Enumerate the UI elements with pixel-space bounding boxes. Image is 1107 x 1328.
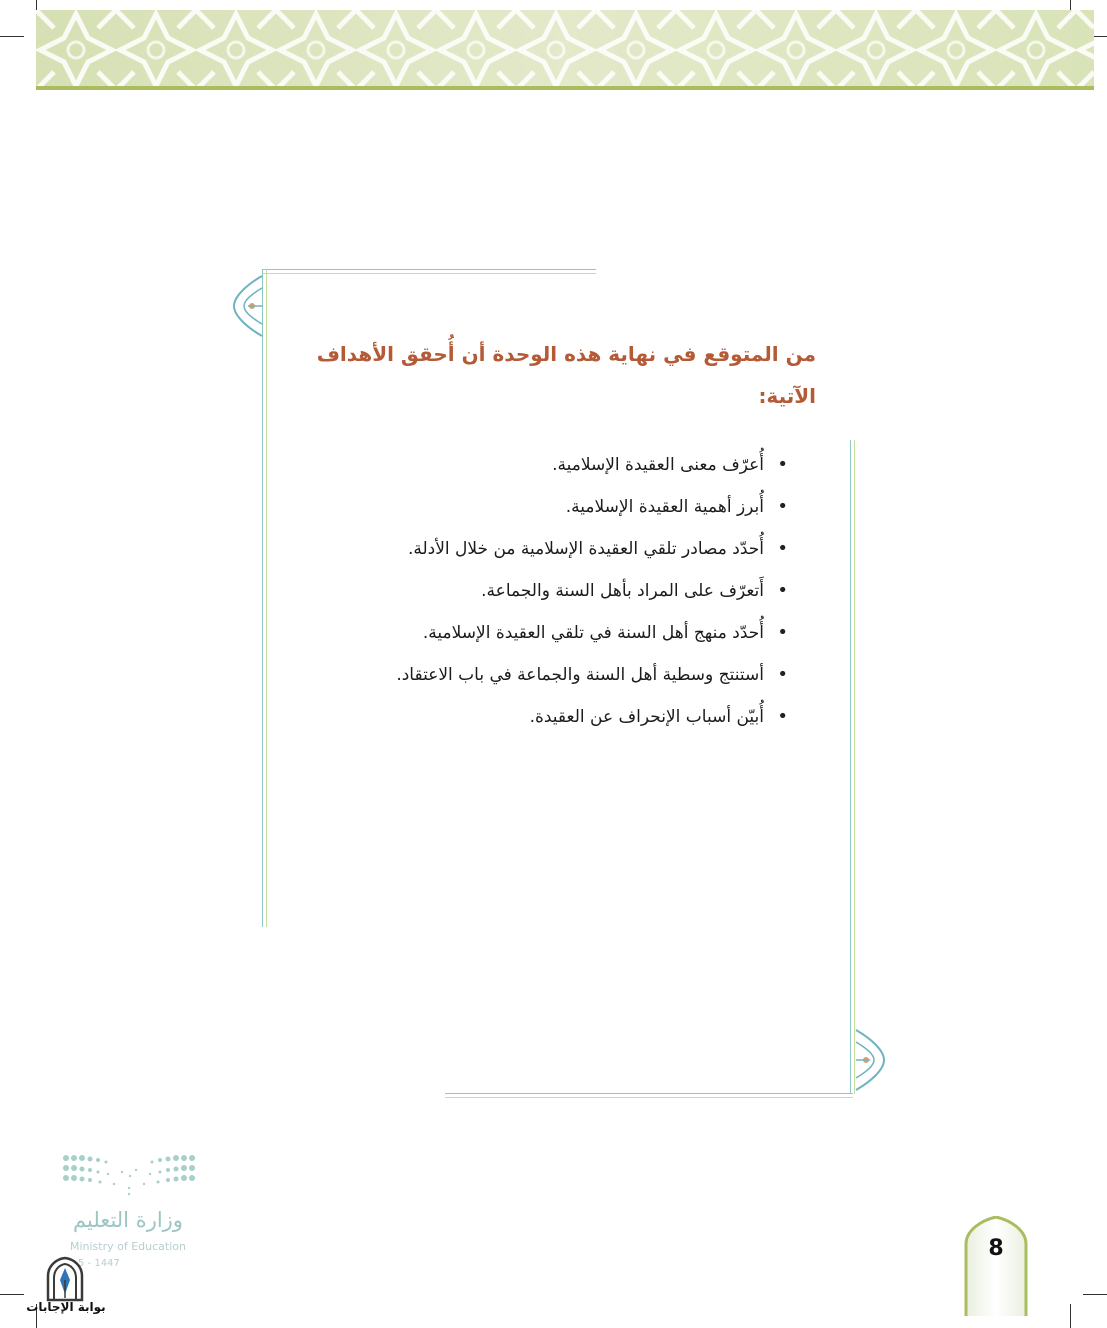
objective-item: • أُحدّد مصادر تلقي العقيدة الإسلامية من خلال الأدلة.	[330, 531, 790, 573]
frame-bottom-border	[445, 1093, 853, 1098]
objective-item: • أُحدّد منهج أهل السنة في تلقي العقيدة الإسلامية.	[330, 615, 790, 657]
frame-right-border	[850, 440, 855, 1094]
banner-underline	[36, 86, 1094, 90]
crop-mark	[1070, 1304, 1071, 1328]
portal-watermark-label: بوابة الإجابات	[26, 1300, 106, 1314]
frame-ornament-bottom-right	[850, 1028, 890, 1092]
frame-top-border	[262, 269, 596, 274]
ministry-logo-icon	[58, 1150, 208, 1206]
objectives-list	[330, 447, 790, 741]
frame-left-border	[262, 269, 267, 927]
objective-item: • أُبرز أهمية العقيدة الإسلامية.	[330, 489, 790, 531]
portal-logo-icon	[44, 1256, 86, 1302]
frame-ornament-top-left	[228, 274, 268, 338]
objective-item: • أَتعرّف على المراد بأهل السنة والجماعة.	[330, 573, 790, 615]
objectives-heading: من المتوقع في نهاية هذه الوحدة أن أُحقق الأهداف الآتية:	[316, 342, 816, 408]
crop-mark	[0, 1294, 24, 1295]
page-number-tab	[964, 1216, 1028, 1316]
decorative-banner	[36, 10, 1094, 90]
ministry-edition-year: 5 - 1447	[78, 1258, 120, 1269]
crop-mark	[0, 36, 24, 37]
ministry-name-english: Ministry of Education	[69, 1240, 186, 1253]
banner-pattern	[36, 10, 1094, 90]
crop-mark	[1083, 1294, 1107, 1295]
objective-item: • أُبيّن أسباب الإنحراف عن العقيدة.	[330, 699, 790, 741]
ministry-name-arabic: وزارة التعليم	[73, 1208, 183, 1232]
objective-item: • أُعرّف معنى العقيدة الإسلامية.	[330, 447, 790, 489]
objective-item: • أستنتج وسطية أهل السنة والجماعة في باب الاعتقاد.	[330, 657, 790, 699]
page-number: 8	[988, 1236, 1004, 1261]
